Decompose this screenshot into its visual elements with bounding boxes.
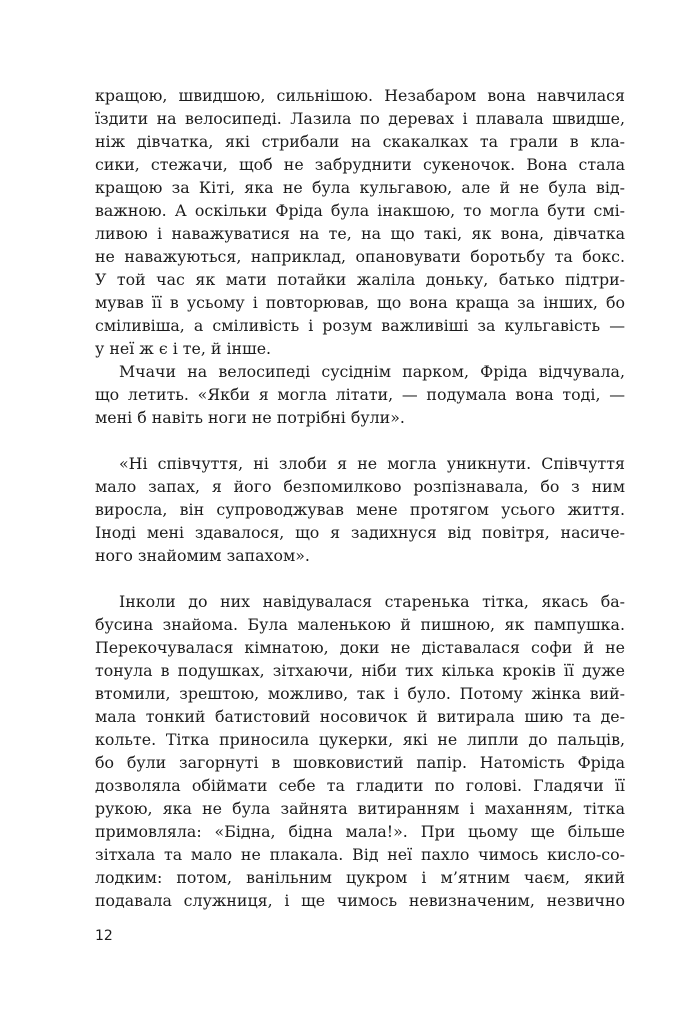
text-line: бусина знайома. Була маленькою й пишною, як пампушка. <box>95 615 625 634</box>
text-line: мені б навіть ноги не потрібні були». <box>95 408 405 427</box>
text-line: ливою і наважуватися на те, на що такі, як вона, дівчатка <box>95 224 625 243</box>
text-line: сики, стежачи, щоб не забруднити сукеночок. Вона стала <box>95 155 625 174</box>
text-line: мала тонкий батистовий носовичок й витирала шию та де- <box>95 707 625 726</box>
text-line: рукою, яка не була зайнята витиранням і маханням, тітка <box>95 799 625 818</box>
paragraph-2 <box>95 360 625 429</box>
text-line: подавала служниця, і ще чимось невизначеним, незвично <box>95 891 625 910</box>
text-line: У той час як мати потайки жаліла доньку, батько підтри- <box>95 270 625 289</box>
text-line: сміливіша, а сміливість і розум важливіші за кульгавість — <box>95 316 625 335</box>
text-line: Мчачи на велосипеді сусіднім парком, Фріда відчувала, <box>119 362 625 381</box>
text-line: мало запах, я його безпомилково розпізнавала, бо з ним <box>95 477 625 496</box>
paragraph-1 <box>95 84 625 360</box>
text-line: ного знайомим запахом». <box>95 546 310 565</box>
text-line: лодким: потом, ванільним цукром і м’ятним чаєм, який <box>95 868 625 887</box>
text-line: що летить. «Якби я могла літати, — подумала вона тоді, — <box>95 385 625 404</box>
text-line: Інколи до них навідувалася старенька тітка, якась ба- <box>119 592 625 611</box>
text-line: важною. А оскільки Фріда була інакшою, то могла бути смі- <box>95 201 625 220</box>
text-line: виросла, він супроводжував мене протягом усього життя. <box>95 500 625 519</box>
text-line: ніж дівчатка, які стрибали на скакалках та грали в кла- <box>95 132 625 151</box>
text-line: дозволяла обіймати себе та гладити по голові. Гладячи її <box>95 776 625 795</box>
text-line: втомили, зрештою, можливо, так і було. Потому жінка вий- <box>95 684 625 703</box>
text-line: не наважуються, наприклад, опановувати боротьбу та бокс. <box>95 247 625 266</box>
text-line: «Ні співчуття, ні злоби я не могла уникнути. Співчуття <box>119 454 625 473</box>
page-number: 12 <box>95 928 113 944</box>
text-line: кращою за Кіті, яка не була кульгавою, але й не була від- <box>95 178 625 197</box>
text-line: мував її в усьому і повторював, що вона краща за інших, бо <box>95 293 625 312</box>
text-line: бо були загорнуті в шовковистий папір. Натомість Фріда <box>95 753 625 772</box>
text-line: їздити на велосипеді. Лазила по деревах і плавала швидше, <box>95 109 625 128</box>
paragraph-4 <box>95 590 625 912</box>
text-line: зітхала та мало не плакала. Від неї пахло чимось кисло-со- <box>95 845 625 864</box>
body-text <box>95 84 625 912</box>
paragraph-gap <box>95 567 625 590</box>
paragraph-3-quote <box>95 452 625 567</box>
paragraph-gap <box>95 429 625 452</box>
text-line: у неї ж є і те, й інше. <box>95 339 272 358</box>
text-line: Перекочувалася кімнатою, доки не діставалася софи й не <box>95 638 625 657</box>
text-line: кольте. Тітка приносила цукерки, які не липли до пальців, <box>95 730 625 749</box>
text-line: тонула в подушках, зітхаючи, ніби тих кілька кроків її дуже <box>95 661 625 680</box>
text-line: примовляла: «Бідна, бідна мала!». При цьому ще більше <box>95 822 625 841</box>
text-line: Іноді мені здавалося, що я задихнуся від повітря, насиче- <box>95 523 625 542</box>
text-line: кращою, швидшою, сильнішою. Незабаром вона навчилася <box>95 86 625 105</box>
